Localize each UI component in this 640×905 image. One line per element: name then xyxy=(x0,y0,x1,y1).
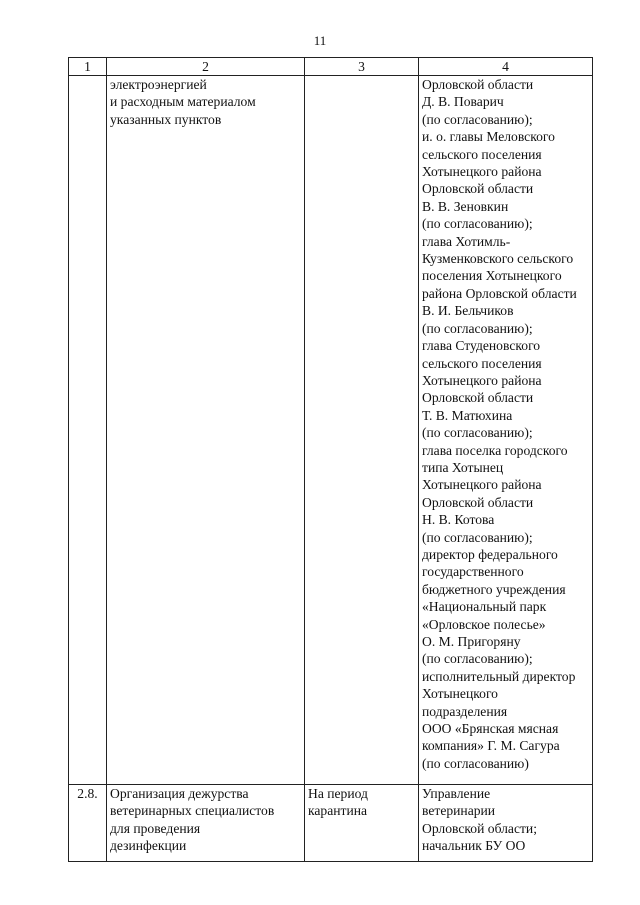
column-header-1: 1 xyxy=(69,58,107,76)
text-line: Орловской области xyxy=(422,494,534,510)
column-header-2: 2 xyxy=(107,58,305,76)
responsible-cell xyxy=(419,785,593,862)
text-line: Хотынецкого района xyxy=(422,477,542,493)
column-header-3: 3 xyxy=(305,58,419,76)
text-line: Орловской области xyxy=(422,390,534,406)
period-cell xyxy=(305,785,419,862)
text-line: Хотынецкого района xyxy=(422,164,542,180)
text-line: «Орловское полесье» xyxy=(422,616,546,632)
text-line: и. о. главы Меловского xyxy=(422,129,555,145)
page-number: 11 xyxy=(313,33,327,48)
text-line: (по согласованию); xyxy=(422,216,533,232)
text-line: дезинфекции xyxy=(110,838,187,854)
text-line: Т. В. Матюхина xyxy=(422,407,513,423)
text-line: Управление xyxy=(422,786,491,801)
text-line: электроэнергией xyxy=(110,77,207,92)
text-line: ООО «Брянская мясная xyxy=(422,721,559,737)
table-row xyxy=(69,76,593,785)
text-line: начальник БУ ОО xyxy=(422,838,526,854)
text-line: Н. В. Котова xyxy=(422,512,495,528)
text-line: О. М. Пригоряну xyxy=(422,634,521,649)
text-line: ветеринарных специалистов xyxy=(110,803,275,819)
table-header-row xyxy=(69,58,593,76)
measure-cell xyxy=(107,76,305,785)
text-line: государственного xyxy=(422,564,524,580)
measure-cell xyxy=(107,785,305,862)
text-line: (по согласованию); xyxy=(422,111,533,127)
text-line: сельского поселения xyxy=(422,146,542,162)
text-line: Д. В. Поварич xyxy=(422,94,504,110)
text-line: ветеринарии xyxy=(422,803,496,819)
text-line: Организация дежурства xyxy=(110,786,249,801)
column-header-4: 4 xyxy=(419,58,593,76)
text-line: Орловской области xyxy=(422,181,534,197)
text-line: (по согласованию); xyxy=(422,651,533,667)
responsible-cell xyxy=(419,76,593,785)
row-number: 2.8. xyxy=(69,785,107,862)
text-line: «Национальный парк xyxy=(422,599,547,615)
text-line: Хотынецкого xyxy=(422,686,498,702)
text-line: (по согласованию); xyxy=(422,320,533,336)
text-line: сельского поселения xyxy=(422,355,542,371)
text-line: поселения Хотынецкого xyxy=(422,268,562,284)
text-line: Орловской области xyxy=(422,77,534,92)
text-line: Кузменковского сельского xyxy=(422,251,574,267)
row-number xyxy=(69,76,107,785)
text-line: глава Студеновского xyxy=(422,338,541,354)
text-line: В. В. Зеновкин xyxy=(422,198,509,214)
text-line: глава поселка городского xyxy=(422,442,568,458)
text-line: На период xyxy=(308,786,368,801)
text-line: района Орловской области xyxy=(422,285,577,301)
text-line: типа Хотынец xyxy=(422,459,504,475)
text-line: подразделения xyxy=(422,703,508,719)
text-line: компания» Г. М. Сагура xyxy=(422,738,560,754)
text-line: (по согласованию) xyxy=(422,755,529,771)
text-line: директор федерального xyxy=(422,546,558,562)
text-line: (по согласованию); xyxy=(422,425,533,441)
text-line: (по согласованию); xyxy=(422,529,533,545)
text-line: карантина xyxy=(308,803,368,819)
text-line: Орловской области; xyxy=(422,820,537,836)
measures-table xyxy=(68,57,593,862)
text-line: бюджетного учреждения xyxy=(422,581,566,597)
text-line: для проведения xyxy=(110,820,201,836)
text-line: глава Хотимль- xyxy=(422,233,511,249)
text-line: Хотынецкого района xyxy=(422,372,542,388)
text-line: В. И. Бельчиков xyxy=(422,303,514,319)
text-line: указанных пунктов xyxy=(110,111,222,127)
text-line: и расходным материалом xyxy=(110,94,256,110)
period-cell xyxy=(305,76,419,785)
table-row xyxy=(69,785,593,862)
text-line: исполнительный директор xyxy=(422,668,576,684)
